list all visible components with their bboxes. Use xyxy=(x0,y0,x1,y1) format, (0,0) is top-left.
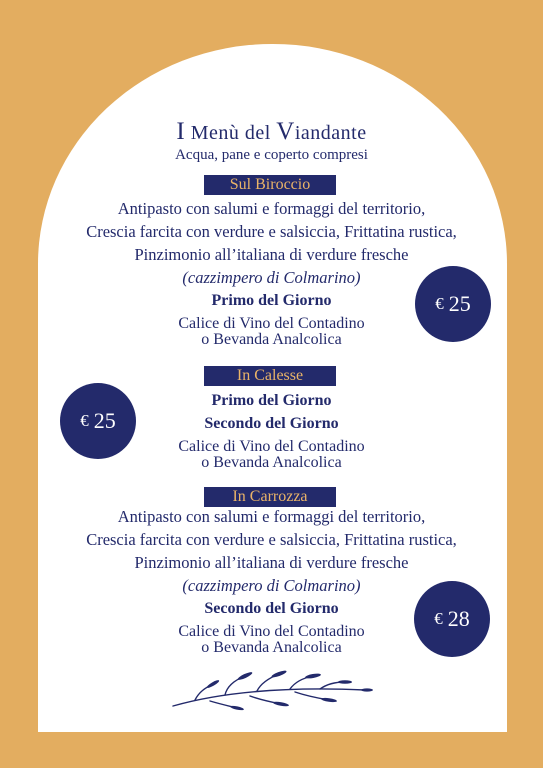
dish-line: Crescia farcita con verdure e salsiccia, Frittatina rustica, xyxy=(86,530,457,549)
dish-line: Pinzimonio all’italiana di verdure fresche xyxy=(134,245,409,264)
section-header-sul-biroccio: Sul Biroccio xyxy=(204,175,336,195)
dish-line: Antipasto con salumi e formaggi del territorio, xyxy=(117,507,426,526)
drink-line: Calice di Vino del Contadino xyxy=(178,438,365,455)
dish-note: (cazzimpero di Colmarino) xyxy=(182,576,361,595)
drink-line: Calice di Vino del Contadino xyxy=(178,315,365,332)
price-badge-in-carrozza: € 28 xyxy=(414,581,490,657)
drink-line: o Bevanda Analcolica xyxy=(201,639,342,656)
course-secondo: Secondo del Giorno xyxy=(204,415,339,432)
price-badge-sul-biroccio: € 25 xyxy=(415,266,491,342)
course-primo: Primo del Giorno xyxy=(211,392,332,409)
dish-line: Crescia farcita con verdure e salsiccia, Frittatina rustica, xyxy=(86,222,457,241)
price-badge-in-calesse: € 25 xyxy=(60,383,136,459)
dish-line: Antipasto con salumi e formaggi del territorio, xyxy=(117,199,426,218)
drink-line: o Bevanda Analcolica xyxy=(201,454,342,471)
dish-line: Pinzimonio all’italiana di verdure fresche xyxy=(134,553,409,572)
menu-subtitle: Acqua, pane e coperto compresi xyxy=(175,147,368,163)
menu-title: I Menù del Viandante xyxy=(176,118,367,145)
course-primo: Primo del Giorno xyxy=(211,292,332,309)
dish-note: (cazzimpero di Colmarino) xyxy=(182,268,361,287)
olive-branch-icon xyxy=(165,664,375,712)
section-header-in-carrozza: In Carrozza xyxy=(204,487,336,507)
drink-line: o Bevanda Analcolica xyxy=(201,331,342,348)
drink-line: Calice di Vino del Contadino xyxy=(178,623,365,640)
course-secondo: Secondo del Giorno xyxy=(204,600,339,617)
section-header-in-calesse: In Calesse xyxy=(204,366,336,386)
